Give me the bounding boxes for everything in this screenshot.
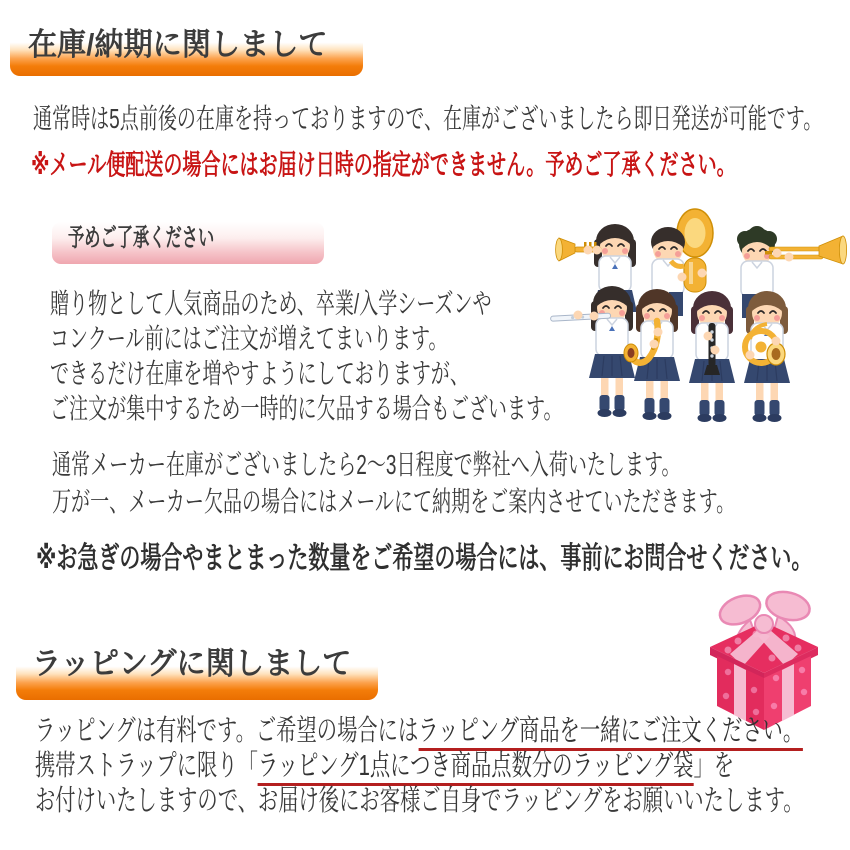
- brass-band-illustration: [550, 203, 850, 440]
- french-horn-girl-icon: [744, 291, 790, 422]
- wrapping-line2-text: 携帯ストラップに限り「: [35, 750, 258, 782]
- notice-line: できるだけ在庫を増やすようにしておりますが、: [50, 358, 469, 389]
- notice-paragraph: [50, 286, 563, 426]
- wrapping-line-1: [35, 714, 804, 749]
- notice-subheader: [52, 222, 324, 264]
- mail-delivery-warning-text: ※メール便配送の場合にはお届け日時の指定ができません。予めご了承ください。: [31, 149, 736, 180]
- wrapping-line1-text: ラッピングは有料です。ご希望の場合には: [35, 715, 419, 747]
- wrapping-line-2: [35, 749, 804, 784]
- restock-line: 通常メーカー在庫がございましたら2～3日程度で弊社へ入荷いたします。: [52, 449, 681, 480]
- wrapping-section-title: ラッピングに関しまして: [32, 645, 352, 681]
- notice-subheader-title: 予めご了承ください: [68, 224, 215, 252]
- wrapping-paragraph: [35, 714, 804, 819]
- restock-paragraph: [52, 446, 735, 520]
- clarinet-girl-icon: [689, 291, 735, 422]
- restock-line: 万が一、メーカー欠品の場合にはメールにて納期をご案内させていただきます。: [52, 486, 736, 517]
- notice-line: ご注文が集中するため一時的に欠品する場合もございます。: [50, 393, 563, 424]
- stock-section-title: 在庫/納期に関しまして: [28, 26, 328, 62]
- wrapping-product-link[interactable]: ラッピング商品を一緒にご注文ください。: [418, 715, 803, 751]
- flute-girl-icon: [551, 286, 635, 417]
- stock-intro-text: 通常時は5点前後の在庫を持っておりますので、在庫がございましたら即日発送が可能です。: [33, 103, 823, 134]
- wrapping-line2-suffix: 」を: [693, 750, 735, 782]
- notice-line: 贈り物として人気商品のため、卒業/入学シーズンや: [50, 288, 492, 319]
- stock-section-header: [10, 14, 363, 76]
- urgent-note-text: ※お急ぎの場合やまとまった数量をご希望の場合には、事前にお問合せください。: [36, 542, 813, 575]
- wrapping-section-header: [16, 638, 378, 700]
- wrapping-bag-link[interactable]: ラッピング1点につき商品点数分のラッピング袋: [258, 750, 694, 786]
- wrapping-line-3: お付けいたしますので、お届け後にお客様ご自身でラッピングをお願いいたします。: [35, 785, 804, 817]
- notice-line: コンクール前にはご注文が増えてまいります。: [50, 323, 448, 354]
